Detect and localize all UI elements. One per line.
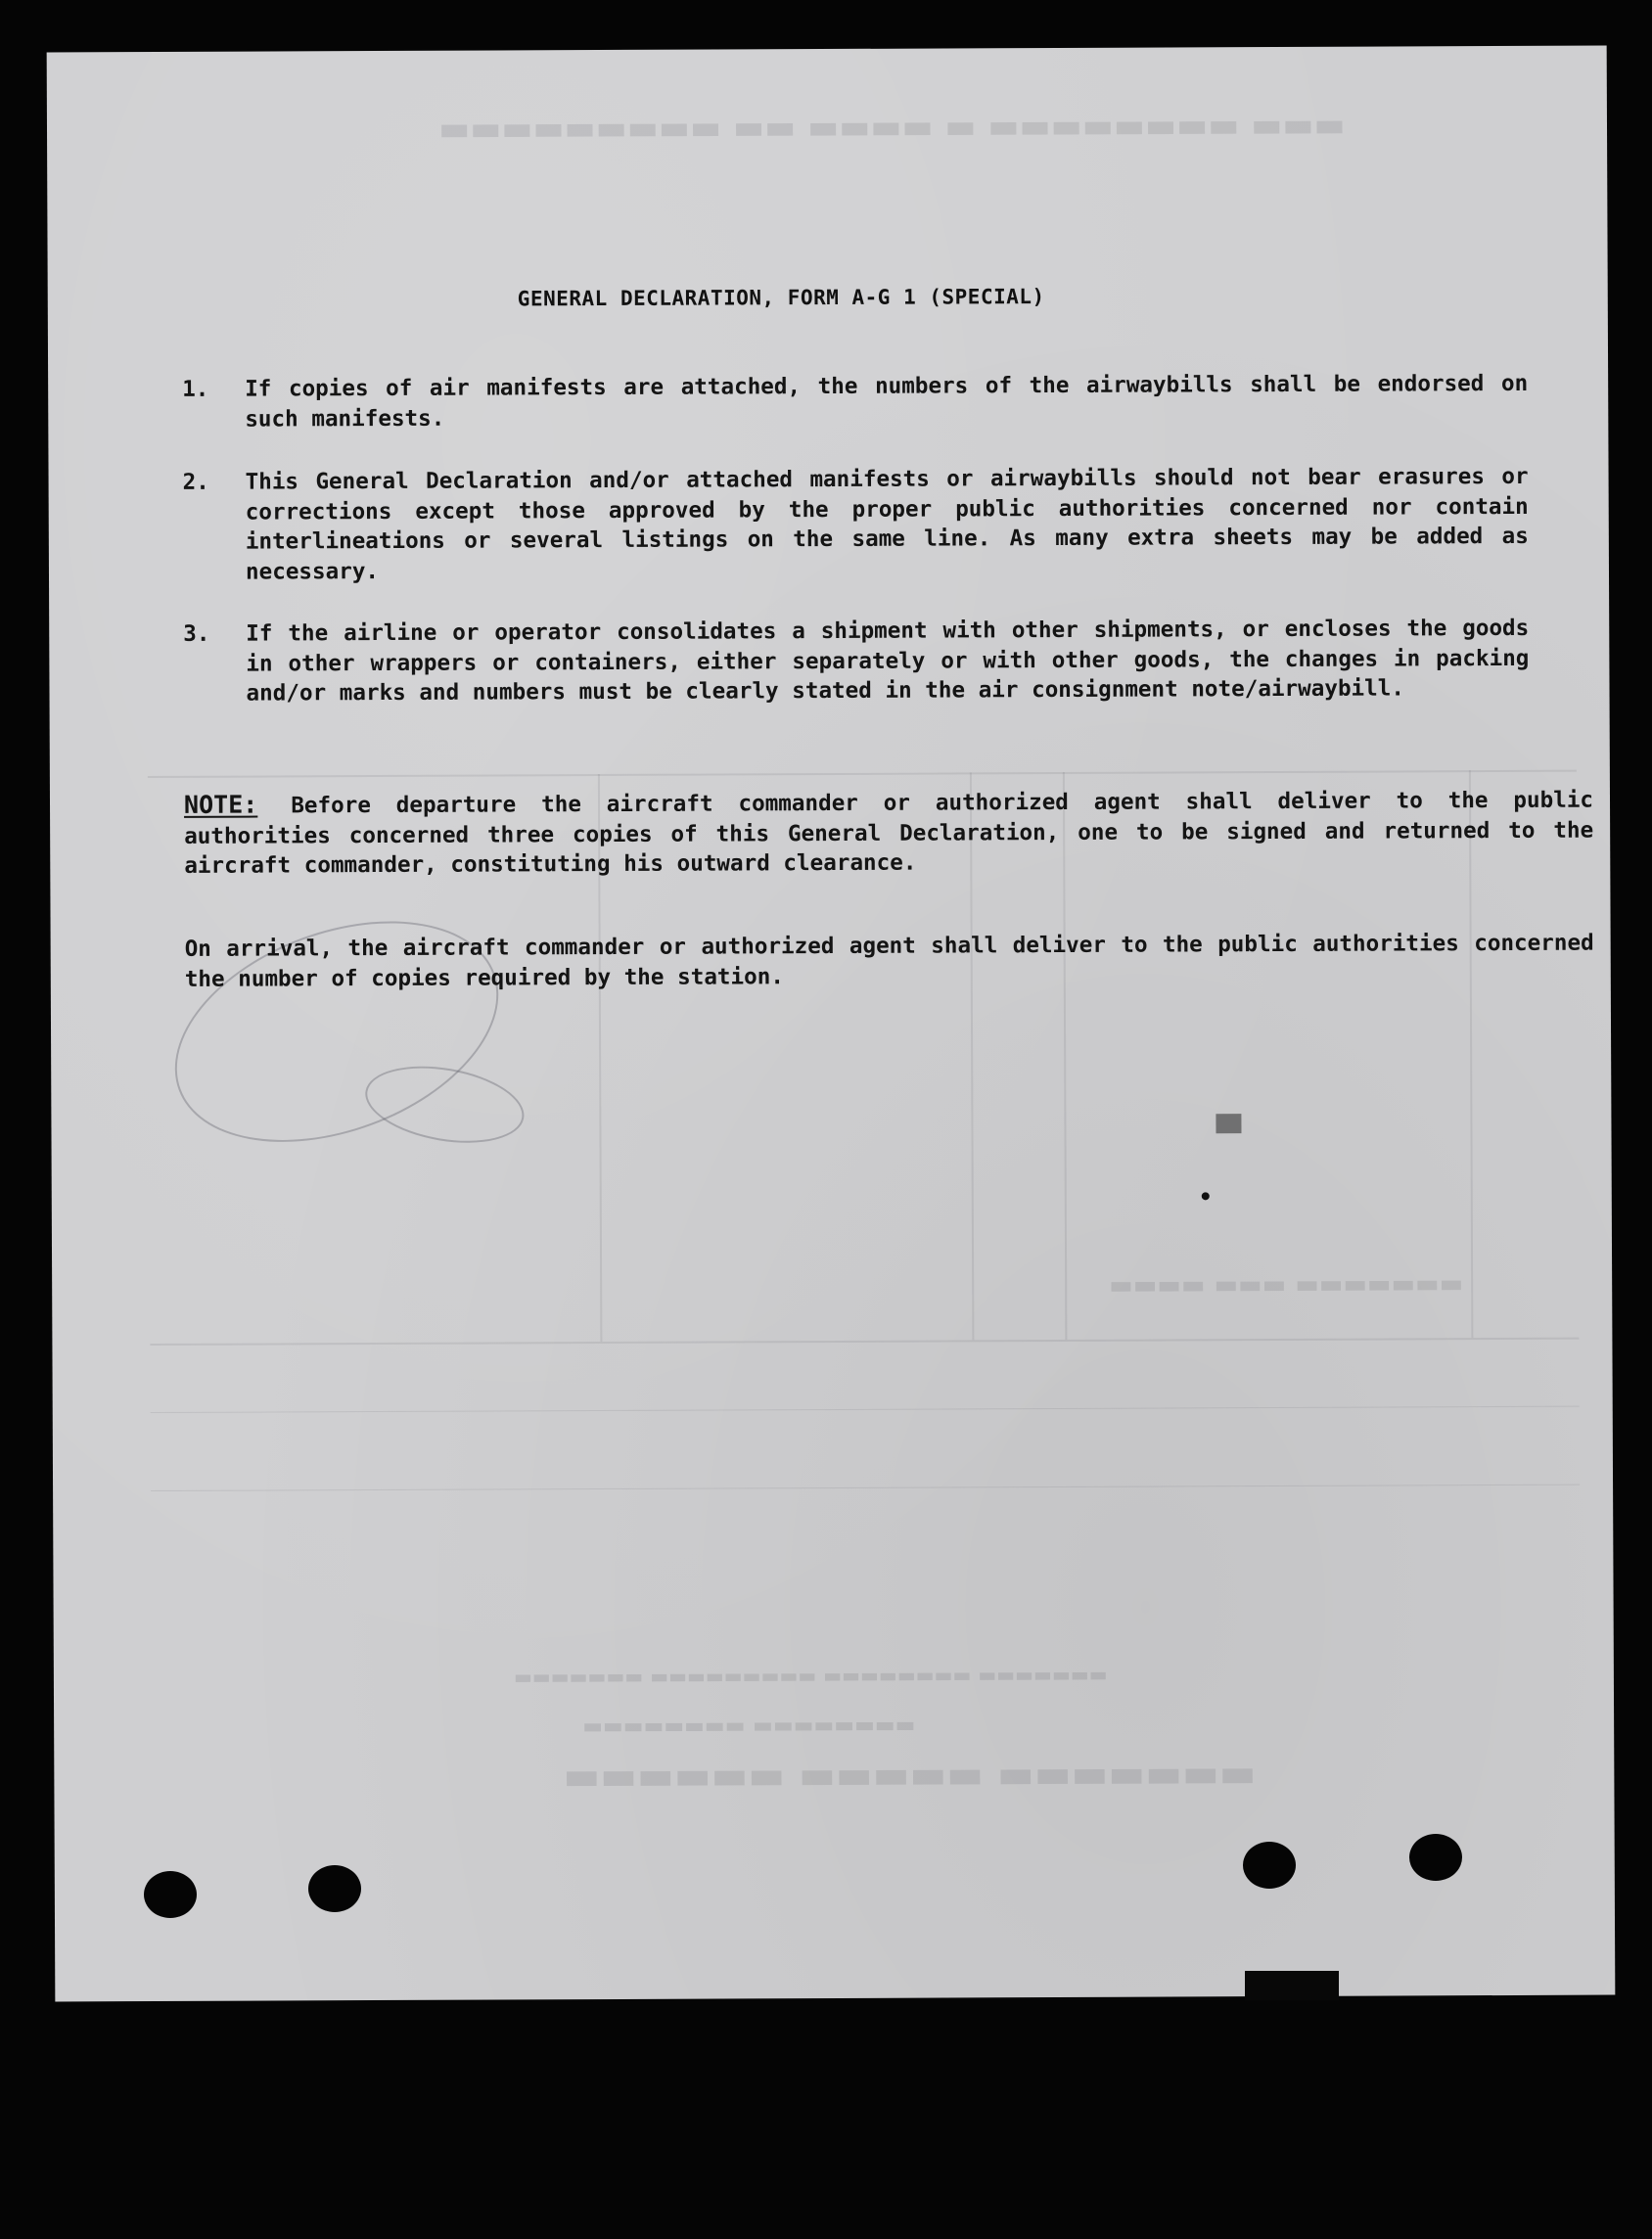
instruction-item-1 <box>182 369 1528 434</box>
punch-hole <box>144 1871 197 1918</box>
note-text: Before departure the aircraft commander or authorized agent shall deliver to the public authorities concerned three copies of this General Declaration, one to be signed and returned to the aircraft commander, constituting his outward clearance. <box>184 787 1594 879</box>
item-text: If the airline or operator consolidates a shipment with other shipments, or encloses the goods in other wrappers or containers, either separately or with other goods, the changes in packing and/or marks and numbers must be clearly stated in the air consignment note/airwaybill. <box>246 615 1530 707</box>
item-number: 1. <box>182 376 209 402</box>
bleed-through-text: ▬▬▬▬▬▬▬ ▬▬▬▬▬▬▬▬ ▬▬▬▬▬▬▬▬▬ ▬▬▬▬▬▬▬ <box>513 1662 1108 1689</box>
item-text: If copies of air manifests are attached, the numbers of the airwaybills shall be endorsed on such manifests. <box>245 370 1529 433</box>
arrival-paragraph: On arrival, the aircraft commander or authorized agent shall deliver to the public authorities concerned the number of copies required by the station. <box>184 930 1594 992</box>
note-paragraph <box>184 785 1593 882</box>
bleed-through-text: ▬▬▬▬▬▬▬ ▬▬▬▬▬ ▬▬▬▬▬▬ <box>563 1750 1257 1800</box>
bleed-through-text: ▬▬▬▬▬▬▬ ▬▬▬ ▬▬▬▬ <box>1109 1269 1464 1301</box>
bleed-through-rule <box>150 1338 1579 1346</box>
document-page <box>47 46 1616 2002</box>
note-label: NOTE: <box>183 790 258 819</box>
document-title: GENERAL DECLARATION, FORM A-G 1 (SPECIAL) <box>517 285 1045 311</box>
instruction-item-3 <box>183 614 1529 708</box>
punch-hole <box>1409 1834 1462 1881</box>
bleed-through-rule <box>151 1485 1580 1491</box>
bleed-through-text: ▬▬▬▬▬▬▬▬ ▬▬▬▬▬▬▬▬ <box>582 1712 916 1740</box>
item-text: This General Declaration and/or attached manifests or airwaybills should not bear erasures or corrections except those approved by the proper public authorities concerned nor contain interlineations or several listings on the same line. As many extra sheets may be added as necessary. <box>245 463 1529 585</box>
item-number: 2. <box>182 469 209 495</box>
punch-hole <box>308 1865 361 1912</box>
binding-clip <box>1245 1971 1339 2000</box>
punch-hole <box>1243 1842 1296 1889</box>
ink-smudge <box>1202 1192 1210 1200</box>
ink-smudge <box>1216 1114 1241 1133</box>
instruction-item-2 <box>183 462 1530 587</box>
bleed-through-text: ▬▬▬ ▬▬▬▬▬▬▬▬ ▬ ▬▬▬▬ ▬▬ ▬▬▬▬▬▬▬▬▬ <box>437 105 1346 149</box>
bleed-through-rule <box>148 770 1577 778</box>
item-number: 3. <box>183 620 210 647</box>
bleed-through-rule <box>151 1406 1580 1413</box>
